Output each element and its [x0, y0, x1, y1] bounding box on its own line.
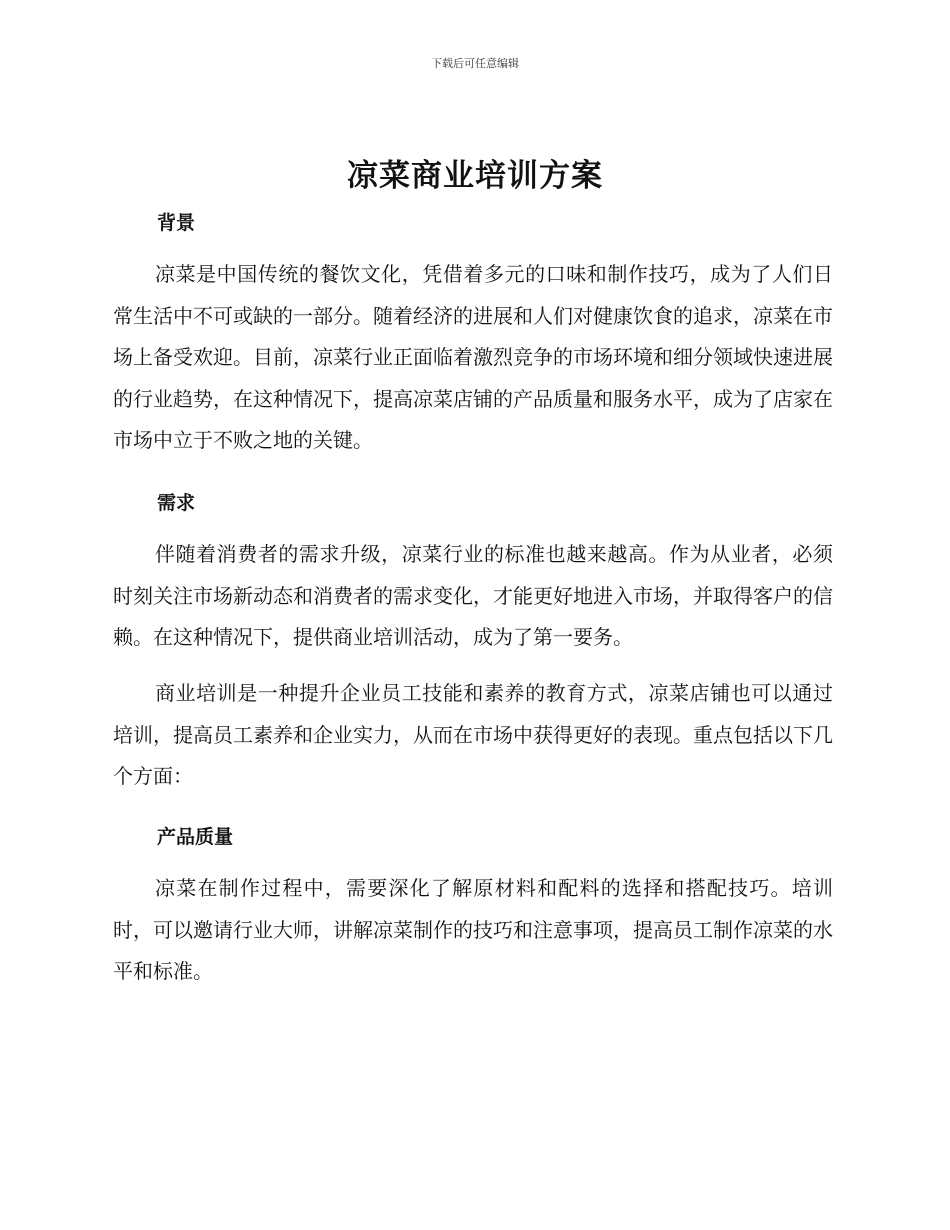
- paragraph-product-quality: 凉菜在制作过程中，需要深化了解原材料和配料的选择和搭配技巧。培训时，可以邀请行业大师，讲解凉菜制作的技巧和注意事项，提高员工制作凉菜的水平和标准。: [113, 876, 833, 983]
- paragraph-demand-1: 伴随着消费者的需求升级，凉菜行业的标准也越来越高。作为从业者，必须时刻关注市场新动态和消费者的需求变化，才能更好地进入市场，并取得客户的信赖。在这种情况下，提供商业培训活动，成为了第一要务。: [113, 542, 833, 649]
- paragraph-demand-2: 商业培训是一种提升企业员工技能和素养的教育方式，凉菜店铺也可以通过培训，提高员工素养和企业实力，从而在市场中获得更好的表现。重点包括以下几个方面：: [113, 681, 833, 788]
- section-heading-demand: 需求: [157, 492, 196, 514]
- document-title: 凉菜商业培训方案: [347, 158, 603, 194]
- header-note: 下载后可任意编辑: [431, 57, 519, 70]
- paragraph-background: 凉菜是中国传统的餐饮文化，凭借着多元的口味和制作技巧，成为了人们日常生活中不可或缺的一部分。随着经济的进展和人们对健康饮食的追求，凉菜在市场上备受欢迎。目前，凉菜行业正面临着激烈竞争的市场环境和细分领域快速进展的行业趋势，在这种情况下，提高凉菜店铺的产品质量和服务水平，成为了店家在市场中立于不败之地的关键。: [113, 262, 833, 452]
- section-heading-background: 背景: [157, 212, 196, 234]
- section-heading-product-quality: 产品质量: [157, 826, 234, 848]
